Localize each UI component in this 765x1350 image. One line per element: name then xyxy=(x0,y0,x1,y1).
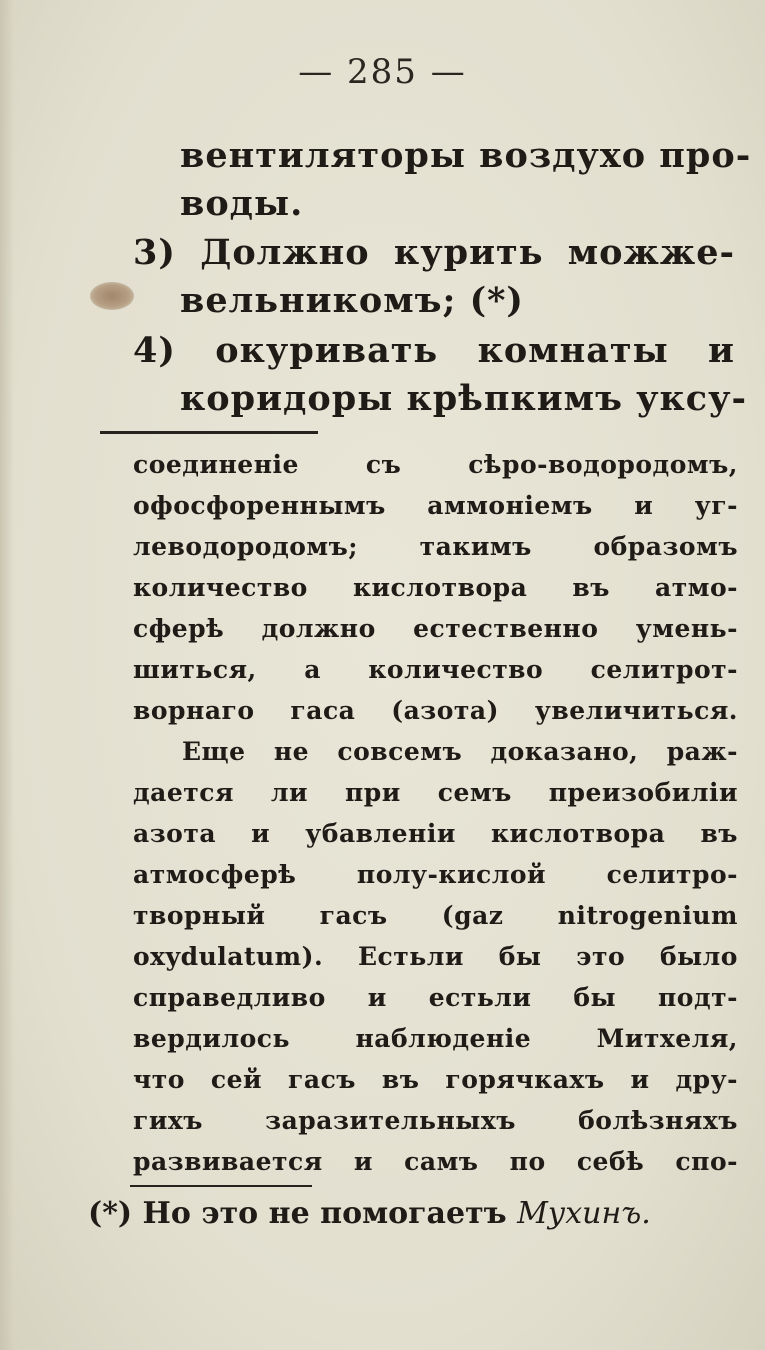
main-text-line: коридоры крѣпкимъ уксу- xyxy=(180,378,748,419)
main-text-line: вентиляторы воздухо про- xyxy=(180,135,752,176)
footnote-line: соединеніе съ сѣро-водородомъ, xyxy=(133,450,738,479)
footnote-line: количество кислотвора въ атмо- xyxy=(133,573,738,602)
footnote-line: творный гасъ (gaz nitrogenium xyxy=(133,901,738,930)
footnote-line: шиться, а количество селитрот- xyxy=(133,655,738,684)
footnote-separator xyxy=(100,431,318,434)
note-text: Но это не помогаетъ xyxy=(142,1196,507,1231)
footnote-line: что сей гасъ въ горячкахъ и дру- xyxy=(133,1065,738,1094)
footnote-line: сферѣ должно естественно умень- xyxy=(133,614,738,643)
footnote-line: вердилось наблюденіе Митхеля, xyxy=(133,1024,738,1053)
footnote-line: ворнаго гаса (азота) увеличиться. xyxy=(133,696,738,725)
bottom-footnote xyxy=(88,1196,651,1231)
main-text-line: 4) окуривать комнаты и xyxy=(133,330,735,371)
main-text-line: 3) Должно курить можже- xyxy=(133,232,735,273)
note-marker: (*) xyxy=(88,1196,133,1231)
footnote-line: справедливо и естьли бы подт- xyxy=(133,983,738,1012)
page-edge-shadow xyxy=(0,0,14,1350)
footnote-line: oxydulatum). Естьли бы это было xyxy=(133,942,738,971)
footnote-line: гихъ заразительныхъ болѣзняхъ xyxy=(133,1106,738,1135)
footnote-line: Еще не совсемъ доказано, раж- xyxy=(182,737,738,766)
note-separator xyxy=(130,1185,312,1187)
main-text-line: вельникомъ; (*) xyxy=(180,280,524,321)
footnote-line: азота и убавленіи кислотвора въ xyxy=(133,819,738,848)
footnote-line: дается ли при семъ преизобиліи xyxy=(133,778,738,807)
ink-stain xyxy=(90,282,134,310)
footnote-line: развивается и самъ по себѣ спо- xyxy=(133,1147,738,1176)
note-author: Мухинъ. xyxy=(517,1196,651,1231)
page-number: — 285 — xyxy=(298,52,467,92)
footnote-line: офосфореннымъ аммоніемъ и уг- xyxy=(133,491,738,520)
main-text-line: воды. xyxy=(180,183,304,224)
footnote-line: леводородомъ; такимъ образомъ xyxy=(133,532,738,561)
footnote-line: атмосферѣ полу-кислой селитро- xyxy=(133,860,738,889)
